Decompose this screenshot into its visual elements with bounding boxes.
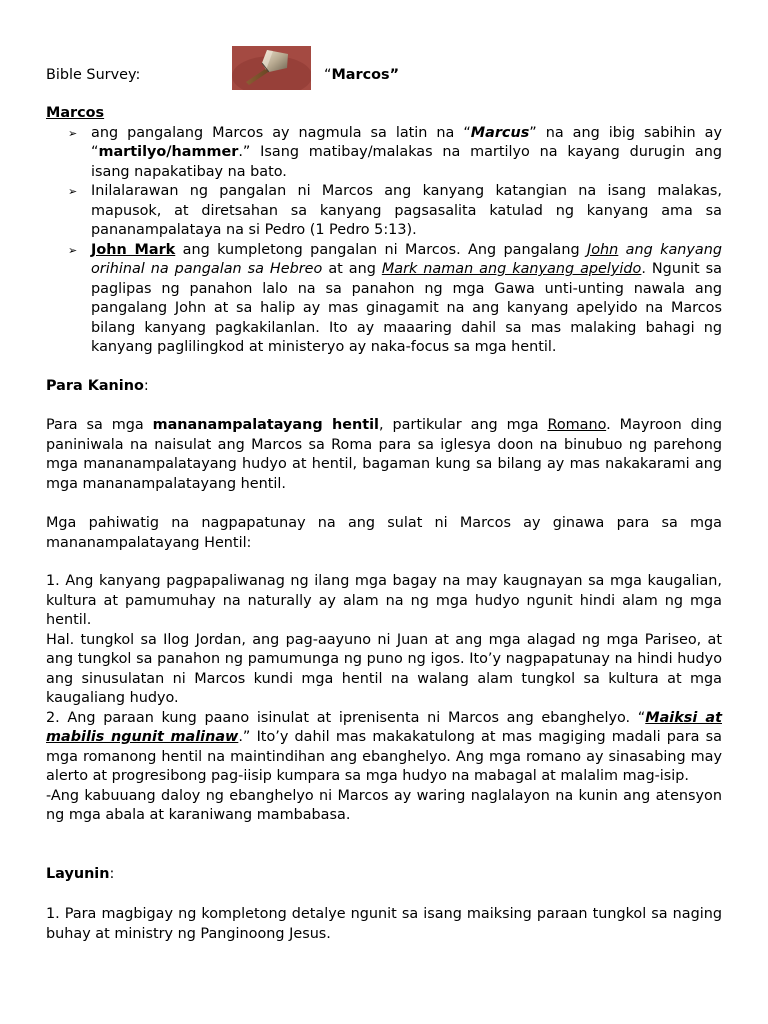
- section-marcos: [46, 104, 722, 358]
- arrow-bullet-icon: ➢: [68, 126, 78, 140]
- evidence-block: [46, 572, 722, 826]
- evidence-item-2: 2. Ang paraan kung paano isinulat at iprenisenta ni Marcos ang ebanghelyo. “Maiksi at mabilis ngunit malinaw.” Ito’y dahil mas makakatulong at mas magiging madali para sa mga romanong hentil na maintindihan ang ebanghelyo. Ang mga romano ay sinasabing may alerto at progresibong pag-iisip kumpara sa mga hudyo na mabagal at malalim mag-isip.: [46, 709, 723, 784]
- evidence-item-1: 1. Ang kanyang pagpapaliwanag ng ilang mga bagay na may kaugnayan sa mga kaugalian, kultura at pamumuhay na naturally ay alam na ng mga hudyo ngunit hindi alam ng mga hentil.: [46, 573, 722, 628]
- list-item: ➢ Inilalarawan ng pangalan ni Marcos ang kanyang katangian na isang malakas, mapusok, at diretsahan sa kanyang pagsasalita katulad ng kanyang ama sa pananampalataya na si Pedro (1 Pedro 5:13).: [68, 183, 722, 238]
- pahiwatig-paragraph: Mga pahiwatig na nagpapatunay na ang sulat ni Marcos ay ginawa para sa mga mananampalatayang Hentil:: [46, 515, 722, 551]
- evidence-note: -Ang kabuuang daloy ng ebanghelyo ni Marcos ay waring naglalayon na kunin ang atensyon ng mga abala at karaniwang mambabasa.: [46, 787, 722, 823]
- document-title: “Marcos”: [324, 67, 400, 83]
- hammer-icon: [232, 46, 311, 90]
- section-heading-marcos: Marcos: [46, 105, 105, 121]
- document-header: [46, 64, 722, 88]
- section-layunin: [46, 865, 722, 885]
- arrow-bullet-icon: ➢: [68, 185, 78, 198]
- section-heading-layunin: Layunin:: [46, 866, 115, 882]
- list-item: ➢ John Mark ang kumpletong pangalan ni Marcos. Ang pangalang John ang kanyang orihinal na pangalan sa Hebreo at ang Mark naman ang kanyang apelyido. Ngunit sa paglipas ng panahon lalo na sa panahon ng mga Gawa unti-unting nawala ang pangalang John at sa halip ay mas ginagamit na ang kanyang apelyido na Marcos bilang kanyang pagkakilanlan. Ito ay maaaring dahil sa mas malaking bahagi ng kanyang paglilingkod at ministeryo ay naka-focus sa mga hentil.: [68, 241, 723, 355]
- evidence-example: Hal. tungkol sa Ilog Jordan, ang pag-aayuno ni Juan at ang mga alagad ng mga Pariseo, at ang tungkol sa panahon ng pamumunga ng puno ng igos. Ito’y nagpapatunay na hindi hudyo ang sinusulatan ni Marcos kundi mga hentil na walang alam tungkol sa kultura at mga kaugaliang hudyo.: [46, 631, 722, 706]
- hammer-image: [232, 46, 311, 90]
- section-para-kanino: [46, 377, 722, 397]
- layunin-paragraph: 1. Para magbigay ng kompletong detalye ngunit sa isang maiksing paraan tungkol sa naging buhay at ministry ng Panginoong Jesus.: [46, 906, 722, 942]
- marcos-bullet-list: [46, 124, 722, 358]
- list-item: ➢ ang pangalang Marcos ay nagmula sa latin na “Marcus” na ang ibig sabihin ay “martilyo/hammer.” Isang matibay/malakas na martilyo na kayang durugin ang isang napakatibay na bato.: [68, 124, 722, 180]
- arrow-bullet-icon: ➢: [68, 243, 78, 257]
- header-label: Bible Survey:: [46, 67, 141, 83]
- section-heading-para-kanino: Para Kanino:: [46, 378, 149, 394]
- para-kanino-paragraph: Para sa mga mananampalatayang hentil, partikular ang mga Romano. Mayroon ding paniniwala na naisulat ang Marcos sa Roma para sa iglesya doon na binubuo ng parehong mga mananampalatayang hudyo at hentil, bagaman kung sa bilang ay mas nakakarami ang mga mananampalatayang hentil.: [46, 417, 722, 492]
